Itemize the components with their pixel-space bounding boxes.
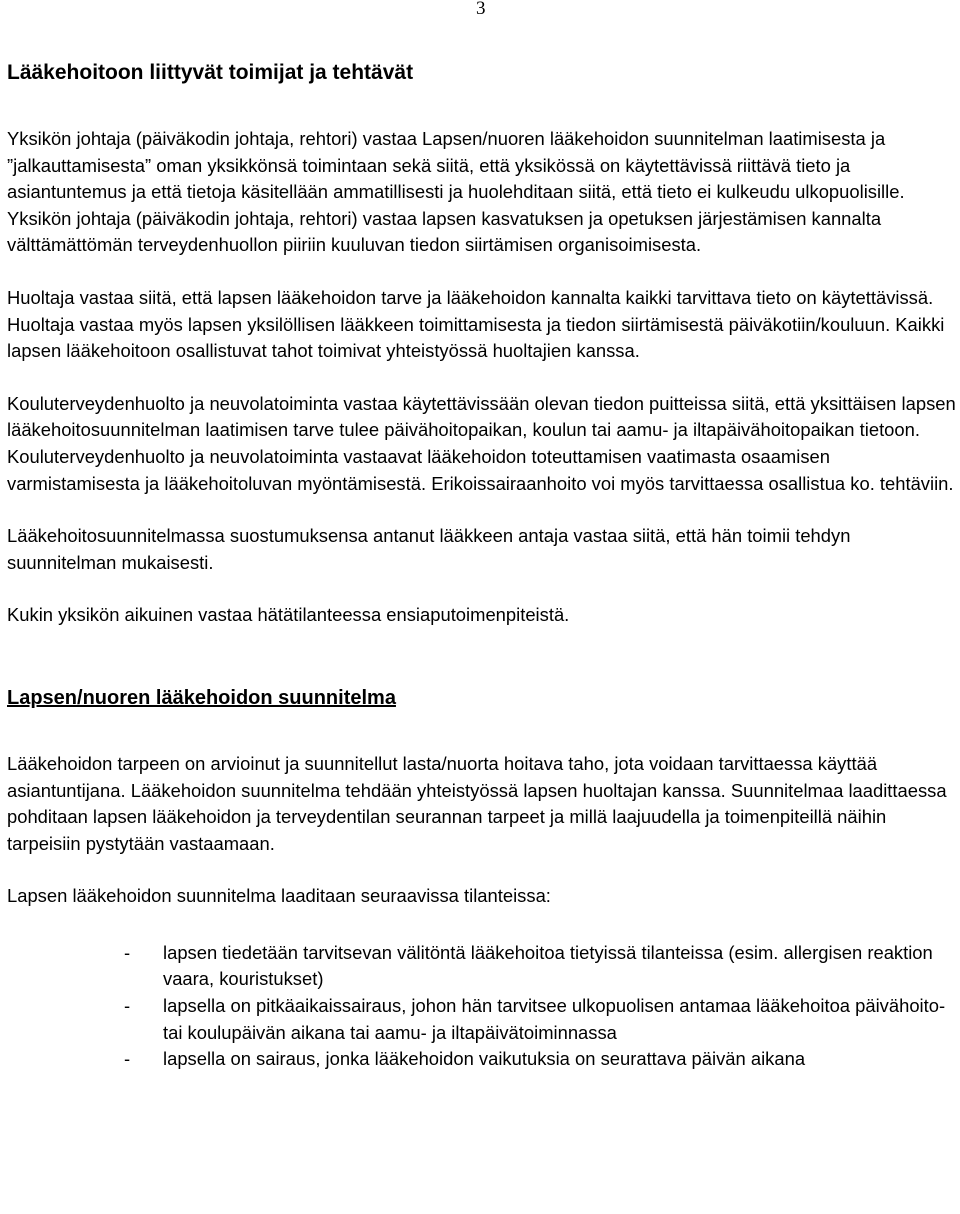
list-marker: - — [124, 941, 131, 963]
paragraph-guardian: Huoltaja vastaa siitä, että lapsen lääkehoidon tarve ja lääkehoidon kannalta kaikki tarvittava tieto on käytettävissä. Huoltaja vastaa myös lapsen yksilöllisen lääkkeen toimittamisesta ja tiedon siirtämisestä päiväkotiin/kouluun. Kaikki lapsen lääkehoitoon osallistuvat tahot toimivat yhteistyössä huoltajien kanssa. — [7, 286, 945, 362]
paragraph-plan-assessment: Lääkehoidon tarpeen on arvioinut ja suunnitellut lasta/nuorta hoitava taho, jota voidaan tarvittaessa käyttää asiantuntijana. Lääkehoidon suunnitelma tehdään yhteistyössä lapsen huoltajan kanssa. Suunnitelmaa laadittaessa pohditaan lapsen lääkehoidon ja terveydentilan seurannan tarpeet ja millä laajuudella ja toimenpiteillä näihin tarpeisiin pystytään vastaamaan. — [7, 752, 947, 854]
list-marker: - — [124, 995, 131, 1017]
list-item-text: lapsella on pitkäaikaissairaus, johon hän tarvitsee ulkopuolisen antamaa lääkehoitoa päivähoito- tai koulupäivän aikana tai aamu- ja iltapäivätoiminnassa — [163, 995, 946, 1043]
situation-list — [7, 940, 959, 1073]
list-item — [7, 940, 953, 993]
section-heading: Lääkehoitoon liittyvät toimijat ja tehtävät — [7, 61, 414, 84]
paragraph-medicine-administrator: Lääkehoitosuunnitelmassa suostumuksensa antanut lääkkeen antaja vastaa siitä, että hän toimii tehdyn suunnitelman mukaisesti. — [7, 525, 851, 573]
paragraph-school-health-care: Kouluterveydenhuolto ja neuvolatoiminta vastaa käytettävissään olevan tiedon puitteissa siitä, että yksittäisen lapsen lääkehoitosuunnitelman laatimisen tarve tulee päivähoitopaikan, koulun tai aamu- ja iltapäivähoitopaikan tietoon. Kouluterveydenhuolto ja neuvolatoiminta vastaavat lääkehoidon toteuttamisen vaatimasta osaamisen varmistamisesta ja lääkehoitoluvan myöntämisestä. Erikoissairaanhoito voi myös tarvittaessa osallistua ko. tehtäviin. — [7, 392, 956, 494]
list-item-text: lapsen tiedetään tarvitsevan välitöntä lääkehoitoa tietyissä tilanteissa (esim. allergisen reaktion vaara, kouristukset) — [163, 941, 933, 990]
section-heading: Lapsen/nuoren lääkehoidon suunnitelma — [7, 686, 396, 709]
list-marker: - — [124, 1048, 131, 1070]
section-medication-roles — [7, 58, 959, 629]
list-item — [7, 993, 953, 1046]
list-item — [7, 1046, 953, 1073]
paragraph-emergency: Kukin yksikön aikuinen vastaa hätätilanteessa ensiaputoimenpiteistä. — [7, 604, 570, 626]
page-number: 3 — [476, 0, 486, 19]
document-body — [7, 58, 959, 1073]
paragraph-unit-director: Yksikön johtaja (päiväkodin johtaja, rehtori) vastaa Lapsen/nuoren lääkehoidon suunnitelman laatimisesta ja ”jalkauttamisesta” oman yksikkönsä toimintaan sekä siitä, että yksikössä on käytettävissä riittävä tieto ja asiantuntemus ja että tietoja käsitellään ammatillisesti ja huolehditaan siitä, että tieto ei kulkeudu ulkopuolisille. Yksikön johtaja (päiväkodin johtaja, rehtori) vastaa lapsen kasvatuksen ja opetuksen järjestämisen kannalta välttämättömän terveydenhuollon piiriin kuuluvan tiedon siirtämisen organisoimisesta. — [7, 128, 905, 256]
section-medication-plan — [7, 683, 959, 1073]
paragraph-plan-situations: Lapsen lääkehoidon suunnitelma laaditaan seuraavissa tilanteissa: — [7, 885, 551, 907]
list-item-text: lapsella on sairaus, jonka lääkehoidon vaikutuksia on seurattava päivän aikana — [163, 1048, 806, 1070]
